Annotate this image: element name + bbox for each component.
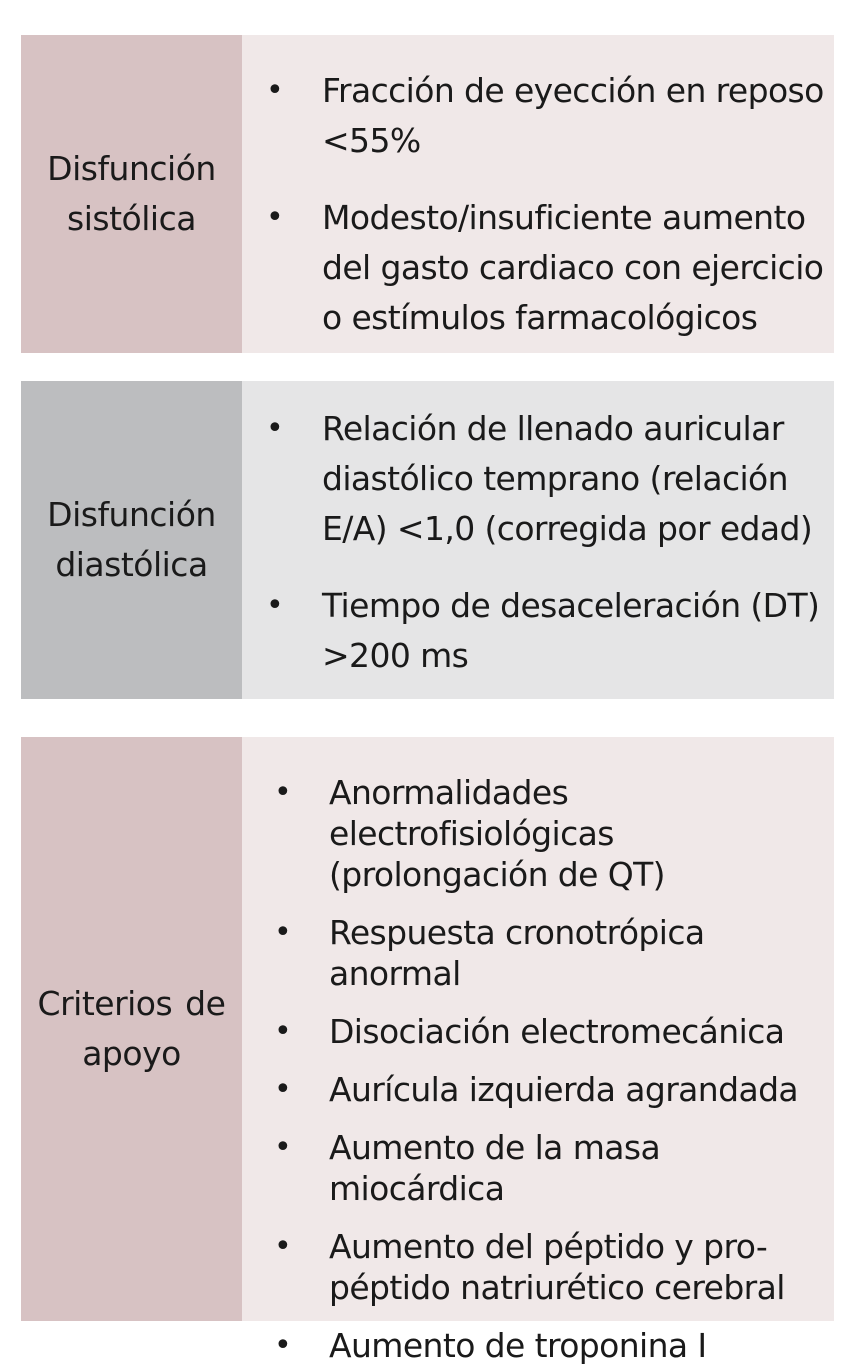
list-item-text: Aumento de la masa miocárdica bbox=[329, 1128, 661, 1208]
list-item bbox=[274, 1127, 834, 1209]
bullet-icon: • bbox=[274, 915, 292, 950]
bullet-icon: • bbox=[266, 73, 284, 108]
bullet-icon: • bbox=[274, 1229, 292, 1264]
section-label-cell bbox=[21, 381, 242, 699]
list-item-text: Disociación electromecánica bbox=[329, 1012, 785, 1051]
bullet-icon: • bbox=[274, 1072, 292, 1107]
bullet-icon: • bbox=[274, 775, 292, 810]
list-item-text: Respuesta cronotrópica anormal bbox=[329, 913, 705, 993]
list-item bbox=[266, 66, 834, 166]
section-content bbox=[242, 381, 834, 699]
bullet-icon: • bbox=[274, 1328, 292, 1363]
list-item bbox=[274, 1069, 834, 1110]
criteria-list bbox=[266, 66, 834, 343]
list-item-text: Relación de llenado auricular diastólico temprano (relación E/A) <1,0 (corregida por edad) bbox=[322, 409, 813, 548]
list-item bbox=[274, 912, 834, 994]
list-item-text: Aurícula izquierda agrandada bbox=[329, 1070, 799, 1109]
list-item bbox=[266, 581, 834, 681]
bullet-icon: • bbox=[266, 411, 284, 446]
section-label: Disfunción diastólica bbox=[47, 495, 216, 584]
section-diastolic-dysfunction bbox=[21, 381, 834, 699]
section-label: Criterios de apoyo bbox=[37, 984, 226, 1073]
list-item bbox=[274, 772, 834, 895]
section-label-cell bbox=[21, 737, 242, 1321]
list-item bbox=[266, 193, 834, 343]
list-item-text: Tiempo de desaceleración (DT) >200 ms bbox=[322, 586, 820, 675]
section-label: Disfunción sistólica bbox=[47, 149, 216, 238]
list-item-text: Anormalidades electrofisiológicas (prolongación de QT) bbox=[329, 773, 665, 894]
section-content bbox=[242, 737, 834, 1365]
list-item bbox=[266, 404, 834, 554]
list-item bbox=[274, 1226, 834, 1308]
section-content bbox=[242, 35, 834, 353]
list-item-text: Aumento del péptido y pro-péptido natriurético cerebral bbox=[329, 1227, 785, 1307]
section-systolic-dysfunction bbox=[21, 35, 834, 353]
section-label-cell bbox=[21, 35, 242, 353]
bullet-icon: • bbox=[266, 200, 284, 235]
section-supporting-criteria bbox=[21, 737, 834, 1365]
criteria-list bbox=[274, 772, 834, 1366]
list-item-text: Aumento de troponina I bbox=[329, 1326, 707, 1365]
bullet-icon: • bbox=[274, 1130, 292, 1165]
list-item-text: Fracción de eyección en reposo <55% bbox=[322, 71, 824, 160]
criteria-list bbox=[266, 404, 834, 681]
bullet-icon: • bbox=[266, 588, 284, 623]
list-item-text: Modesto/insuficiente aumento del gasto cardiaco con ejercicio o estímulos farmacológicos bbox=[322, 198, 824, 337]
bullet-icon: • bbox=[274, 1014, 292, 1049]
list-item bbox=[274, 1011, 834, 1052]
